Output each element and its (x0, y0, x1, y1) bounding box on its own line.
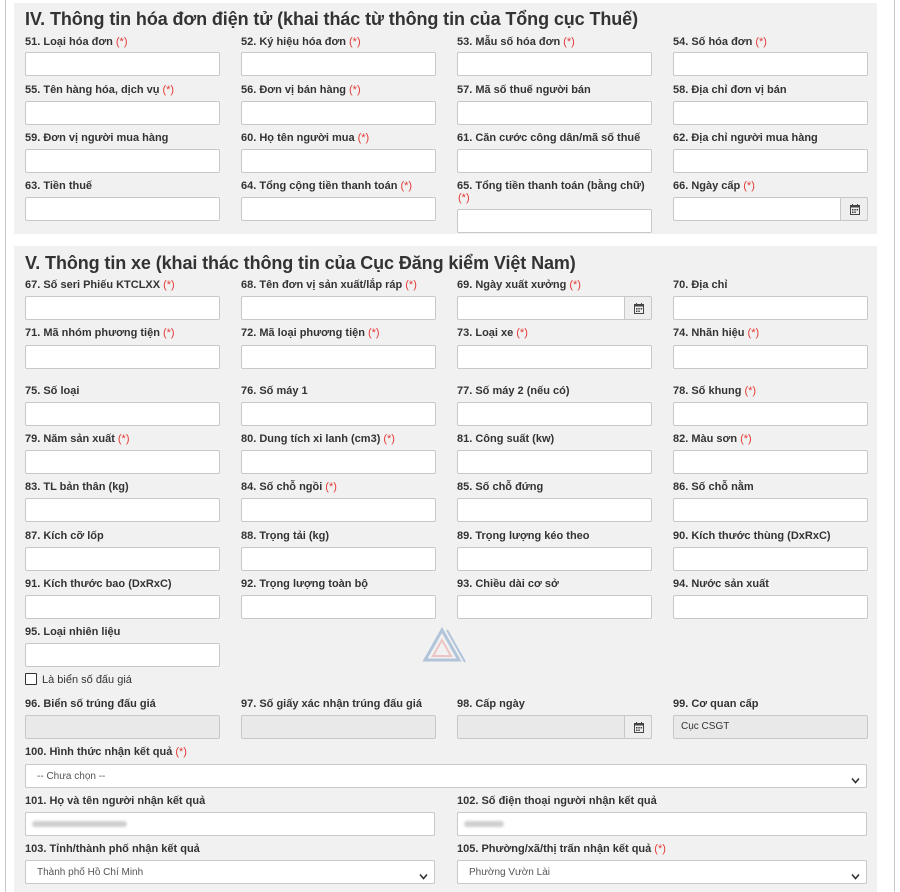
field-96-label-text: 96. Biển số trúng đấu giá (25, 698, 156, 710)
field-61-label (457, 132, 640, 144)
field-100-select[interactable] (25, 764, 867, 788)
field-96-label (25, 698, 156, 710)
field-80-input[interactable] (241, 450, 436, 474)
logo-watermark (415, 622, 485, 682)
field-80-label-text: 80. Dung tích xi lanh (cm3) (241, 433, 381, 445)
field-60-label-text: 60. Họ tên người mua (241, 132, 355, 144)
field-82-input[interactable] (673, 450, 868, 474)
field-83-input[interactable] (25, 498, 220, 522)
field-101-label (25, 795, 205, 807)
field-71-label-text: 71. Mã nhóm phương tiện (25, 327, 160, 339)
field-77-input[interactable] (457, 402, 652, 426)
field-103-label (25, 843, 200, 855)
field-68-input[interactable] (241, 296, 436, 320)
field-53-label-text: 53. Mẫu số hóa đơn (457, 36, 561, 48)
chevron-down-icon (851, 772, 860, 790)
field-88-label (241, 530, 329, 542)
required-mark: (*) (405, 279, 417, 291)
required-mark: (*) (162, 327, 175, 339)
field-78-label-text: 78. Số khung (673, 385, 742, 397)
field-101-input[interactable] (25, 812, 435, 836)
field-94-input[interactable] (673, 595, 868, 619)
field-89-label-text: 89. Trọng lượng kéo theo (457, 530, 590, 542)
field-82-label (673, 433, 752, 445)
field-52-input[interactable] (241, 52, 436, 76)
field-55-label (25, 84, 174, 96)
field-86-label-text: 86. Số chỗ nằm (673, 481, 754, 493)
required-mark: (*) (569, 279, 581, 291)
field-95-input[interactable] (25, 643, 220, 667)
field-69-label (457, 279, 581, 291)
field-68-label (241, 279, 417, 291)
field-56-label (241, 84, 361, 96)
field-86-input[interactable] (673, 498, 868, 522)
field-64-label-text: 64. Tổng cộng tiền thanh toán (241, 180, 398, 192)
field-57-input[interactable] (457, 101, 652, 125)
field-63-label (25, 180, 92, 192)
field-70-input[interactable] (673, 296, 868, 320)
field-103-select[interactable] (25, 860, 435, 884)
field-54-label (673, 36, 767, 48)
field-65-label-text: 65. Tổng tiền thanh toán (bằng chữ) (457, 180, 645, 192)
field-67-label-text: 67. Số seri Phiếu KTCLXX (25, 279, 161, 291)
required-mark: (*) (325, 481, 337, 493)
field-101-label-text: 101. Họ và tên người nhận kết quả (25, 795, 206, 807)
field-87-input[interactable] (25, 547, 220, 571)
field-103-selected-value: Thành phố Hồ Chí Minh (37, 867, 144, 878)
field-82-label-text: 82. Màu sơn (673, 433, 738, 445)
field-103-label-text: 103. Tỉnh/thành phố nhận kết quả (25, 843, 200, 855)
chevron-down-icon (419, 868, 428, 886)
chevron-down-icon (851, 868, 860, 886)
field-92-label-text: 92. Trọng lượng toàn bộ (241, 578, 369, 590)
field-63-input[interactable] (25, 197, 220, 221)
field-85-input[interactable] (457, 498, 652, 522)
auction-plate-checkbox[interactable] (25, 673, 37, 685)
field-74-input[interactable] (673, 345, 868, 369)
required-mark: (*) (357, 132, 370, 144)
field-96-input[interactable] (25, 715, 220, 739)
field-62-label (673, 132, 818, 144)
field-99-label-text: 99. Cơ quan cấp (673, 698, 759, 710)
field-70-label-text: 70. Địa chỉ (673, 279, 728, 291)
field-61-input[interactable] (457, 149, 652, 173)
required-mark: (*) (743, 180, 755, 192)
field-64-input[interactable] (241, 197, 436, 221)
required-mark: (*) (458, 192, 470, 204)
field-89-input[interactable] (457, 547, 652, 571)
field-83-label-text: 83. TL bản thân (kg) (25, 481, 129, 493)
calendar-icon[interactable] (840, 197, 868, 221)
required-mark: (*) (383, 433, 395, 445)
field-60-input[interactable] (241, 149, 436, 173)
field-90-label (673, 530, 831, 542)
required-mark: (*) (367, 327, 380, 339)
field-58-label-text: 58. Địa chỉ đơn vị bán (673, 84, 787, 96)
field-68-label-text: 68. Tên đơn vị sản xuất/lắp ráp (241, 279, 403, 291)
required-mark: (*) (163, 279, 175, 291)
field-60-label (241, 132, 369, 144)
field-77-label (457, 385, 569, 397)
field-100-label (25, 746, 187, 758)
field-85-label-text: 85. Số chỗ đứng (457, 481, 544, 493)
field-76-input[interactable] (241, 402, 436, 426)
field-62-label-text: 62. Địa chỉ người mua hàng (673, 132, 818, 144)
required-mark: (*) (175, 746, 187, 758)
required-mark: (*) (400, 180, 413, 192)
field-57-label-text: 57. Mã số thuế người bán (457, 84, 591, 96)
field-105-label (457, 843, 666, 855)
field-63-label-text: 63. Tiền thuế (25, 180, 93, 192)
required-mark: (*) (563, 36, 575, 48)
field-102-label-text: 102. Số điện thoại người nhận kết quả (457, 795, 657, 807)
field-93-label-text: 93. Chiều dài cơ sở (457, 578, 559, 590)
blurred-value (32, 821, 127, 827)
required-mark: (*) (349, 84, 361, 96)
field-64-label (241, 180, 412, 192)
field-52-label-text: 52. Ký hiệu hóa đơn (241, 36, 347, 48)
field-73-label-text: 73. Loại xe (457, 327, 514, 339)
field-81-label-text: 81. Công suất (kw) (457, 433, 555, 445)
field-105-label-text: 105. Phường/xã/thị trấn nhận kết quả (457, 843, 652, 855)
field-100-label-text: 100. Hình thức nhận kết quả (25, 746, 173, 758)
field-56-input[interactable] (241, 101, 436, 125)
required-mark: (*) (162, 84, 175, 96)
field-81-input[interactable] (457, 450, 652, 474)
field-67-input[interactable] (25, 296, 220, 320)
field-78-input[interactable] (673, 402, 868, 426)
field-51-input[interactable] (25, 52, 220, 76)
field-51-label-text: 51. Loại hóa đơn (25, 36, 113, 48)
required-mark: (*) (115, 36, 128, 48)
auction-plate-checkbox-label: Là biển số đấu giá (42, 674, 132, 686)
field-93-input[interactable] (457, 595, 652, 619)
field-99-value: Cục CSGT (681, 721, 730, 732)
field-76-label-text: 76. Số máy 1 (241, 385, 308, 397)
field-81-label (457, 433, 554, 445)
field-71-label (25, 327, 175, 339)
field-72-label (241, 327, 380, 339)
field-74-label-text: 74. Nhãn hiệu (673, 327, 745, 339)
field-90-label-text: 90. Kích thước thùng (DxRxC) (673, 530, 831, 542)
required-mark: (*) (654, 843, 666, 855)
required-mark: (*) (740, 433, 752, 445)
field-79-label (25, 433, 129, 445)
field-75-input[interactable] (25, 402, 220, 426)
field-59-label-text: 59. Đơn vị người mua hàng (25, 132, 169, 144)
field-58-label (673, 84, 787, 96)
field-70-label (673, 279, 727, 291)
field-84-input[interactable] (241, 498, 436, 522)
required-mark: (*) (755, 36, 767, 48)
field-85-label (457, 481, 543, 493)
field-98-label (457, 698, 525, 710)
field-91-label-text: 91. Kích thước bao (DxRxC) (25, 578, 172, 590)
field-88-label-text: 88. Trọng tải (kg) (241, 530, 330, 542)
required-mark: (*) (117, 433, 130, 445)
field-72-input[interactable] (241, 345, 436, 369)
field-66-input[interactable] (673, 197, 868, 221)
field-89-label (457, 530, 590, 542)
field-65-label (457, 180, 645, 192)
field-71-input[interactable] (25, 345, 220, 369)
field-56-label-text: 56. Đơn vị bán hàng (241, 84, 347, 96)
blurred-value (464, 821, 504, 827)
field-67-label (25, 279, 175, 291)
field-91-label (25, 578, 172, 590)
required-mark: (*) (747, 327, 760, 339)
field-61-label-text: 61. Căn cước công dân/mã số thuế (457, 132, 641, 144)
field-69-input[interactable] (457, 296, 652, 320)
field-59-label (25, 132, 168, 144)
field-58-input[interactable] (673, 101, 868, 125)
field-92-input[interactable] (241, 595, 436, 619)
field-79-input[interactable] (25, 450, 220, 474)
calendar-icon[interactable] (624, 715, 652, 739)
field-74-label (673, 327, 759, 339)
required-mark: (*) (516, 327, 528, 339)
field-54-label-text: 54. Số hóa đơn (673, 36, 753, 48)
field-93-label (457, 578, 559, 590)
field-75-label-text: 75. Số loại (25, 385, 80, 397)
required-mark: (*) (349, 36, 361, 48)
field-105-selected-value: Phường Vườn Lài (469, 867, 550, 878)
field-99-input[interactable] (673, 715, 868, 739)
field-57-label (457, 84, 591, 96)
field-98-input[interactable] (457, 715, 652, 739)
field-54-input[interactable] (673, 52, 868, 76)
field-99-label (673, 698, 758, 710)
field-97-label (241, 698, 422, 710)
field-84-label (241, 481, 337, 493)
field-55-label-text: 55. Tên hàng hóa, dịch vụ (25, 84, 160, 96)
field-66-label-text: 66. Ngày cấp (673, 180, 741, 192)
field-87-label (25, 530, 104, 542)
field-105-select[interactable] (457, 860, 867, 884)
field-53-label (457, 36, 575, 48)
field-72-label-text: 72. Mã loại phương tiện (241, 327, 365, 339)
field-73-input[interactable] (457, 345, 652, 369)
field-51-label (25, 36, 128, 48)
field-75-label (25, 385, 79, 397)
field-76-label (241, 385, 308, 397)
field-97-label-text: 97. Số giấy xác nhận trúng đấu giá (241, 698, 422, 710)
field-90-input[interactable] (673, 547, 868, 571)
field-53-input[interactable] (457, 52, 652, 76)
section-v-title: V. Thông tin xe (khai thác thông tin của Cục Đăng kiểm Việt Nam) (25, 253, 576, 273)
field-87-label-text: 87. Kích cỡ lốp (25, 530, 104, 542)
field-66-label (673, 180, 755, 192)
field-95-label (25, 626, 120, 638)
field-94-label-text: 94. Nước sản xuất (673, 578, 769, 590)
field-91-input[interactable] (25, 595, 220, 619)
field-84-label-text: 84. Số chỗ ngồi (241, 481, 323, 493)
field-88-input[interactable] (241, 547, 436, 571)
field-97-input[interactable] (241, 715, 436, 739)
field-83-label (25, 481, 129, 493)
required-mark: (*) (744, 385, 757, 397)
field-86-label (673, 481, 754, 493)
field-62-input[interactable] (673, 149, 868, 173)
field-92-label (241, 578, 368, 590)
calendar-icon[interactable] (624, 296, 652, 320)
field-73-label (457, 327, 528, 339)
field-80-label (241, 433, 395, 445)
field-65-input[interactable] (457, 209, 652, 233)
field-98-label-text: 98. Cấp ngày (457, 698, 525, 710)
field-100-selected-value: -- Chưa chọn -- (37, 771, 106, 782)
field-94-label (673, 578, 769, 590)
field-69-label-text: 69. Ngày xuất xưởng (457, 279, 567, 291)
field-95-label-text: 95. Loại nhiên liệu (25, 626, 121, 638)
section-iv-title: IV. Thông tin hóa đơn điện tử (khai thác từ thông tin của Tổng cục Thuế) (25, 9, 638, 29)
field-78-label (673, 385, 756, 397)
field-79-label-text: 79. Năm sản xuất (25, 433, 115, 445)
field-59-input[interactable] (25, 149, 220, 173)
field-52-label (241, 36, 361, 48)
field-102-label (457, 795, 657, 807)
field-102-input[interactable] (457, 812, 867, 836)
field-55-input[interactable] (25, 101, 220, 125)
field-77-label-text: 77. Số máy 2 (nếu có) (457, 385, 570, 397)
